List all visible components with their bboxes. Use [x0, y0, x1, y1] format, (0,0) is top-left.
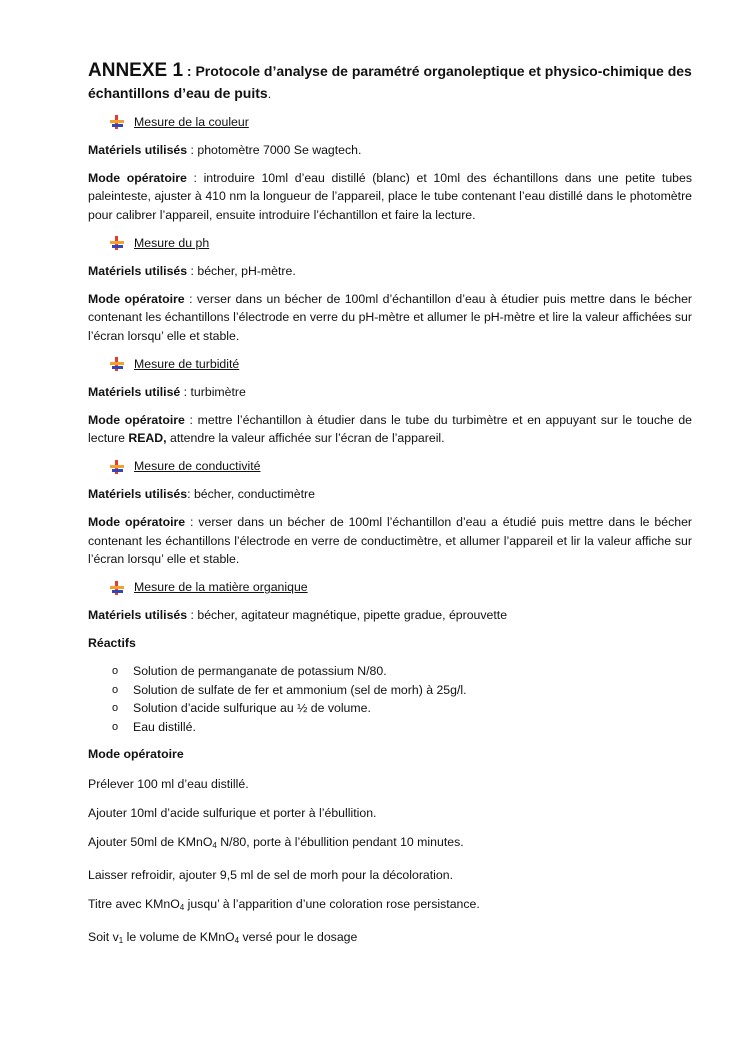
- list-item: [112, 662, 692, 681]
- reactifs-heading: [88, 634, 692, 653]
- mode-couleur: [88, 169, 692, 225]
- materiels-label: Matériels utilisés: [88, 142, 188, 157]
- step-3: [88, 833, 692, 856]
- subscript: 4: [179, 902, 185, 912]
- step-6: [88, 928, 692, 951]
- reactif-text: Solution d’acide sulfurique au ½ de volume.: [133, 701, 371, 716]
- materiels-text: : bécher, conductimètre: [187, 486, 315, 501]
- mode-label: Mode opératoire: [88, 291, 185, 306]
- step-text-end: N/80, porte à l’ébullition pendant 10 minutes.: [216, 834, 464, 849]
- heading-label: Mesure de turbidité: [134, 356, 240, 371]
- circle-bullet-icon: o: [112, 665, 119, 678]
- materiels-label: Matériels utilisé: [88, 384, 181, 399]
- mode-conductivite: [88, 513, 692, 569]
- mode-label: Mode opératoire: [88, 515, 186, 529]
- mode-text: : introduire 10ml d’eau distillé (blanc) et 10ml des échantillons dans une petite tubes paleinteste, ajuster à 410 nm la longueur de l’appareil, place le tube contenant l’eau distillé dans le photomètre pour calibrer l’appareil, ensuite introduire l’échantillon et faire la lecture.: [88, 170, 692, 222]
- heading-label: Mesure de la matière organique: [134, 580, 308, 595]
- step-1: Prélever 100 ml d’eau distillé.: [88, 776, 249, 791]
- mode-turbidite: [88, 411, 692, 448]
- read-key-label: READ,: [128, 431, 167, 446]
- reactifs-label: Réactifs: [88, 635, 136, 650]
- step-text-mid: le volume de KMnO: [123, 930, 235, 944]
- title-period: .: [267, 87, 272, 101]
- annex-subtitle: : Protocole d’analyse de paramétré organoleptique et physico-chimique des échantillons d’eau de puits: [88, 63, 692, 101]
- step-2: Ajouter 10ml d’acide sulfurique et porter à l’ébullition.: [88, 805, 377, 820]
- materiels-label: Matériels utilisés: [88, 607, 188, 622]
- materiels-matiere: [88, 606, 692, 625]
- step-text: Soit v: [88, 930, 119, 944]
- list-item: [112, 718, 692, 737]
- mode-ph: [88, 290, 692, 346]
- mode-label: Mode opératoire: [88, 412, 185, 427]
- reactif-text: Solution de permanganate de potassium N/80.: [133, 664, 387, 679]
- annex-number: ANNEXE 1: [88, 60, 184, 81]
- step-4: Laisser refroidir, ajouter 9,5 ml de sel de morh pour la décoloration.: [88, 867, 453, 882]
- mode-label: Mode opératoire: [88, 747, 184, 762]
- document-page: [88, 60, 692, 961]
- bullet-icon: [110, 115, 124, 129]
- circle-bullet-icon: o: [112, 702, 119, 715]
- subscript: 4: [234, 936, 240, 945]
- materiels-label: Matériels utilisés: [88, 486, 188, 501]
- bullet-icon: [110, 236, 124, 250]
- list-item: [112, 699, 692, 718]
- step-text-end: versé pour le dosage: [239, 930, 358, 944]
- subscript: 1: [118, 936, 124, 945]
- materiels-conductivite: [88, 485, 692, 504]
- materiels-ph: [88, 262, 692, 281]
- section-heading-turbidite: [110, 355, 692, 374]
- step-text: Titre avec KMnO: [88, 896, 180, 911]
- step-5: [88, 895, 692, 918]
- bullet-icon: [110, 581, 124, 595]
- mode-text: : verser dans un bécher de 100ml d’échantillon d’eau à étudier puis mettre dans le bécher contenant les échantillons l’électrode en verre du pH-mètre et allumer le pH-mètre et lire la valeur affichées sur l’écran lorsqu’ elle et stable.: [88, 291, 693, 343]
- annex-title: [88, 60, 692, 105]
- materiels-turbidite: [88, 383, 692, 402]
- list-item: [112, 681, 692, 700]
- materiels-label: Matériels utilisés: [88, 263, 188, 278]
- bullet-icon: [110, 357, 124, 371]
- reactif-text: Solution de sulfate de fer et ammonium (sel de morh) à 25g/l.: [133, 682, 467, 697]
- heading-label: Mesure de conductivité: [134, 459, 261, 474]
- materiels-text: : turbimètre: [180, 384, 246, 399]
- materiels-text: : photomètre 7000 Se wagtech.: [187, 142, 362, 157]
- step-text: Ajouter 50ml de KMnO: [88, 834, 213, 849]
- materiels-couleur: [88, 141, 692, 160]
- heading-label: Mesure de la couleur: [134, 115, 249, 129]
- step-text-end: jusqu’ à l’apparition d’une coloration rose persistance.: [184, 896, 480, 911]
- subscript: 4: [212, 840, 217, 850]
- section-heading-conductivite: [110, 457, 692, 476]
- section-heading-matiere-organique: [110, 578, 692, 597]
- bullet-icon: [110, 460, 124, 474]
- mode-text: : verser dans un bécher de 100ml l’échantillon d’eau a étudié puis mettre dans le bécher contenant les échantillons l’électrode en verre de conductimètre, et allumer l’appareil et lir la valeur affiche sur l’écran lorsqu’ elle et stable.: [88, 515, 693, 567]
- mode-heading-matiere: [88, 745, 692, 764]
- section-heading-ph: [110, 234, 692, 253]
- circle-bullet-icon: o: [112, 720, 119, 733]
- section-heading-couleur: [110, 113, 692, 132]
- materiels-text: : bécher, pH-mètre.: [187, 263, 296, 278]
- mode-text-end: attendre la valeur affichée sur l’écran de l’appareil.: [166, 431, 445, 446]
- materiels-text: : bécher, agitateur magnétique, pipette gradue, éprouvette: [187, 607, 508, 622]
- heading-label: Mesure du ph: [134, 235, 210, 250]
- reactif-text: Eau distillé.: [133, 719, 196, 734]
- mode-text: : mettre l’échantillon à étudier dans le tube du turbimètre et en appuyant sur le touche de lecture: [88, 412, 693, 446]
- reactifs-list: [112, 662, 692, 736]
- circle-bullet-icon: o: [112, 683, 119, 696]
- mode-label: Mode opératoire: [88, 170, 187, 185]
